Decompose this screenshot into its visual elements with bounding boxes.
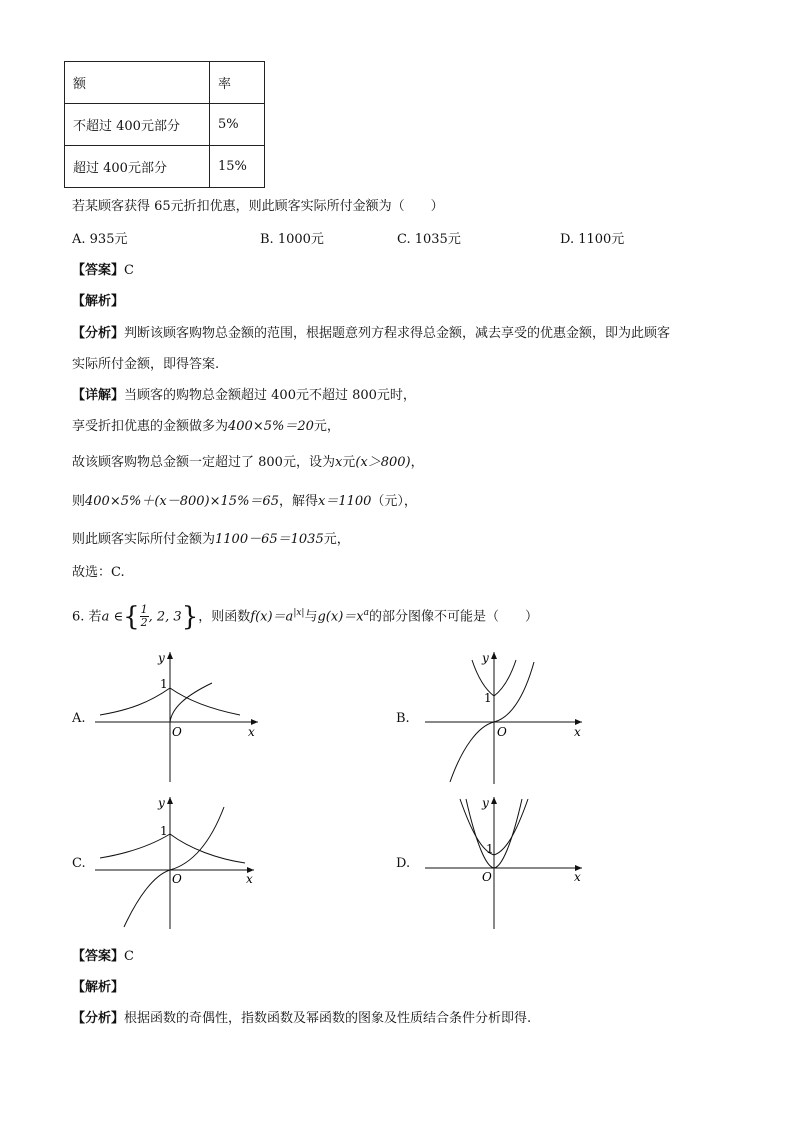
q5-analysis-label: 【解析】 [72, 294, 125, 309]
axis-label-y: y [482, 796, 489, 810]
solution-line-4 [72, 490, 417, 509]
text: （元）， [371, 494, 417, 509]
text: 则 [72, 494, 86, 509]
table-row [65, 146, 265, 188]
q6-analysis-label: 【解析】 [72, 980, 125, 995]
solution-line-6: 故选：C. [72, 565, 125, 580]
origin-label: O [172, 725, 182, 739]
math-expr: , 2, 3 [148, 609, 182, 625]
q6-answer [72, 945, 134, 964]
math-expr: a ∈ [101, 609, 124, 625]
q5-answer [72, 259, 134, 278]
text: 元， [313, 419, 340, 434]
text: ， [410, 455, 424, 470]
math-exp: |x| [293, 608, 305, 618]
y-axis-arrow [491, 652, 497, 659]
math-expr: 400×5%＋(x－800)×15%＝65 [85, 494, 279, 509]
text: 则此顾客实际所付金额为 [72, 532, 216, 547]
q5-option-b: B. 1000元 [260, 232, 324, 247]
axis-label-x: x [246, 872, 253, 886]
curve-f-left [100, 688, 170, 715]
text: 享受折扣优惠的金额做多为 [72, 419, 229, 434]
question-number: 6. [72, 609, 85, 625]
tick-label-1: 1 [484, 691, 492, 705]
text: 元， [323, 532, 350, 547]
axis-label-x: x [574, 870, 581, 884]
frac-den: 2 [140, 616, 148, 630]
fenxi-text: 判断该顾客购物总金额的范围，根据题意列方程求得总金额，减去享受的优惠金额，即为此顾客 [124, 326, 671, 341]
table-row [65, 62, 265, 104]
math-expr: f(x)＝a [250, 609, 294, 625]
origin-label: O [172, 872, 182, 886]
rate-table [64, 61, 265, 188]
q5-fenxi [72, 322, 670, 341]
q6-fenxi [72, 1007, 531, 1026]
text: ，解得 [278, 494, 318, 509]
math-expr: 400×5%＝20 [228, 419, 314, 434]
math-expr: (x＞800) [355, 455, 411, 470]
table-cell: 率 [210, 62, 265, 104]
table-row [65, 104, 265, 146]
q5-stem: 若某顾客获得 65元折扣优惠，则此顾客实际所付金额为（ ） [72, 199, 444, 214]
text: 元 [342, 455, 356, 470]
curve-g [170, 683, 212, 722]
table-cell: 额 [65, 62, 210, 104]
curve-f-right [170, 834, 245, 863]
table-cell: 超过 400元部分 [65, 146, 210, 188]
fenxi-text: 根据函数的奇偶性，指数函数及幂函数的图象及性质结合条件分析即得. [124, 1011, 532, 1026]
text: 若 [88, 609, 102, 625]
origin-label: O [497, 725, 507, 739]
option-label-b: B. [396, 711, 410, 726]
brace-close: } [181, 601, 199, 632]
origin-label: O [482, 870, 492, 884]
math-expr: 1100－65＝1035 [215, 532, 324, 547]
math-expr: g(x)＝x [317, 609, 364, 625]
axis-label-x: x [574, 725, 581, 739]
math-expr: x＝1100 [317, 494, 372, 509]
solution-line-1: 当顾客的购物总金额超过 400元不超过 800元时， [124, 388, 416, 403]
fenxi-label: 【分析】 [72, 1011, 125, 1026]
tick-label-1: 1 [486, 842, 494, 856]
axis-label-y: y [482, 651, 489, 665]
axis-label-y: y [158, 796, 165, 810]
graph-a [90, 648, 270, 788]
axis-label-y: y [158, 651, 165, 665]
y-axis-arrow [167, 652, 173, 659]
solution-line-3 [72, 451, 424, 470]
q5-option-a: A. 935元 [72, 232, 128, 247]
math-var: x [334, 455, 343, 470]
q6-stem [72, 598, 538, 632]
tick-label-1: 1 [160, 824, 168, 838]
text: 与 [304, 609, 318, 625]
option-label-c: C. [72, 856, 86, 871]
q5-fenxi-cont: 实际所付金额，即得答案. [72, 357, 220, 372]
option-label-d: D. [396, 856, 411, 871]
graph-c [90, 793, 270, 933]
q5-option-c: C. 1035元 [397, 232, 461, 247]
table-cell: 5% [210, 104, 265, 146]
tick-label-1: 1 [160, 677, 168, 691]
text: 故该顾客购物总金额一定超过了 800元，设为 [72, 455, 335, 470]
answer-label: 【答案】 [72, 263, 125, 278]
y-axis-arrow [167, 797, 173, 804]
y-axis-arrow [491, 797, 497, 804]
solution-line-2 [72, 415, 340, 434]
frac-num: 1 [140, 603, 148, 617]
text: ，则函数 [198, 609, 251, 625]
axis-label-x: x [248, 725, 255, 739]
curve-g [124, 807, 224, 927]
answer-value: C [124, 949, 134, 964]
table-cell: 15% [210, 146, 265, 188]
table-cell: 不超过 400元部分 [65, 104, 210, 146]
option-label-a: A. [72, 711, 86, 726]
xiangjie-label: 【详解】 [72, 388, 125, 403]
q5-option-d: D. 1100元 [560, 232, 625, 247]
solution-line-5 [72, 528, 350, 547]
math-exp: a [363, 608, 369, 618]
graph-d [420, 793, 590, 933]
fraction [140, 604, 149, 629]
curve-f-right [170, 688, 240, 715]
answer-label: 【答案】 [72, 949, 125, 964]
answer-value: C [124, 263, 134, 278]
brace-open: { [123, 601, 140, 632]
text: 的部分图像不可能是（ ） [368, 609, 538, 625]
graph-b [420, 648, 590, 788]
q5-xiangjie [72, 384, 416, 403]
fenxi-label: 【分析】 [72, 326, 125, 341]
